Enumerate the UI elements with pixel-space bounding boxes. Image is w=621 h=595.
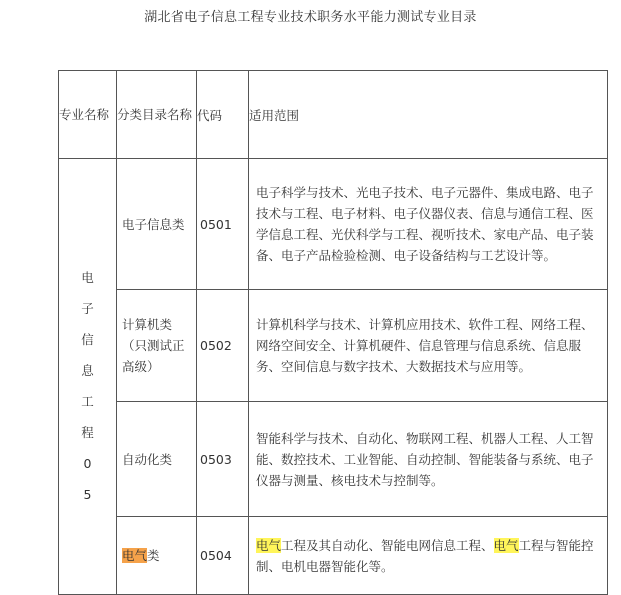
- header-major-name: 专业名称: [59, 71, 117, 159]
- code-cell: 0502: [197, 290, 249, 402]
- table-header-row: [59, 71, 608, 159]
- scope-cell: 电子科学与技术、光电子技术、电子元器件、集成电路、电子技术与工程、电子材料、电子仪器仪表、信息与通信工程、医学信息工程、光伏科学与工程、视听技术、家电产品、电子装备、电子产品检验检测、电子设备结构与工艺设计等。: [249, 159, 608, 290]
- table-row: [59, 402, 608, 517]
- category-cell: 电子信息类: [117, 159, 197, 290]
- page-title: 湖北省电子信息工程专业技术职务水平能力测试专业目录: [144, 10, 477, 25]
- table-row: [59, 517, 608, 595]
- scope-text: 工程与智能控制、电机电器智能化等。: [256, 537, 594, 574]
- table-row: [59, 159, 608, 290]
- header-category-name: 分类目录名称: [117, 71, 197, 159]
- scope-cell: 智能科学与技术、自动化、物联网工程、机器人工程、人工智能、数控技术、工业智能、自动控制、智能装备与系统、电子仪器与测量、核电技术与控制等。: [249, 402, 608, 517]
- table-row: [59, 290, 608, 402]
- major-name-vertical: 电子信息工程05: [81, 269, 94, 502]
- major-name-cell: [59, 159, 117, 595]
- category-cell: 自动化类: [117, 402, 197, 517]
- header-code: 代码: [197, 71, 249, 159]
- category-cell: 计算机类（只测试正高级）: [117, 290, 197, 402]
- header-scope: 适用范围: [249, 71, 608, 159]
- code-cell: 0504: [197, 517, 249, 595]
- major-catalog-table: [58, 70, 608, 595]
- search-highlight: 电气: [493, 537, 519, 553]
- category-rest: 类: [147, 548, 160, 563]
- search-highlight: 电气: [256, 537, 282, 553]
- search-highlight: 电气: [122, 548, 148, 563]
- code-cell: 0501: [197, 159, 249, 290]
- scope-cell: [249, 517, 608, 595]
- category-cell: [117, 517, 197, 595]
- code-cell: 0503: [197, 402, 249, 517]
- scope-text: 工程及其自动化、智能电网信息工程、: [281, 537, 494, 553]
- scope-cell: 计算机科学与技术、计算机应用技术、软件工程、网络工程、网络空间安全、计算机硬件、信息管理与信息系统、信息服务、空间信息与数字技术、大数据技术与应用等。: [249, 290, 608, 402]
